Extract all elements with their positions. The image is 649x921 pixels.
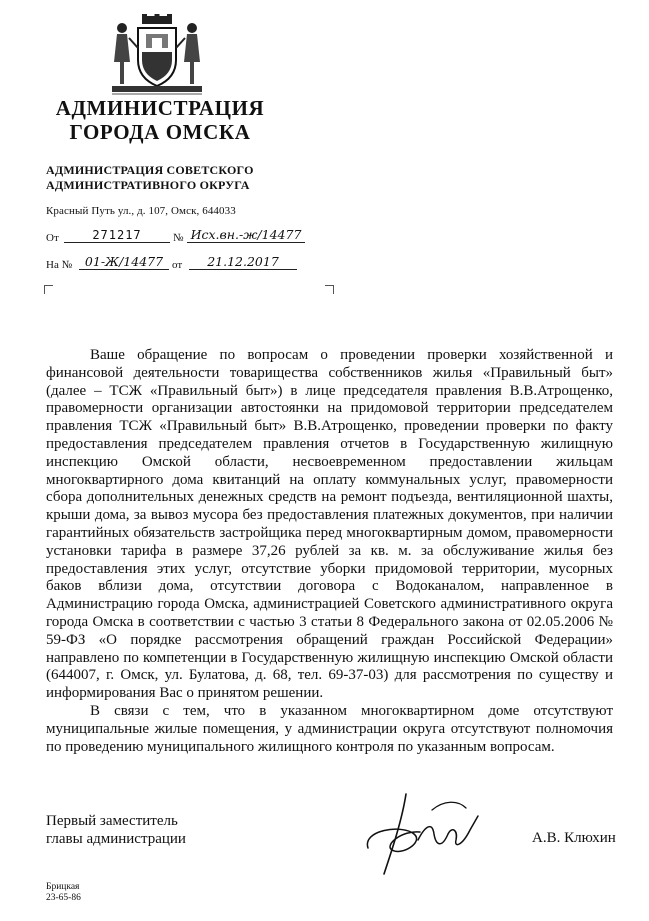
addressee-box-corner-left <box>44 285 53 294</box>
reply-date-field: 21.12.2017 <box>189 255 297 270</box>
addressee-box <box>44 285 334 311</box>
signer-title <box>46 812 226 848</box>
reply-to-label: На № <box>46 259 73 271</box>
organization-title <box>46 96 274 144</box>
letter-body <box>46 347 613 756</box>
sender-address: Красный Путь ул., д. 107, Омск, 644033 <box>46 205 236 217</box>
outgoing-number-field: Исх.вн.-ж/14477 <box>187 228 305 243</box>
addressee-box-corner-right <box>325 285 334 294</box>
reply-date-label: от <box>172 259 183 271</box>
coat-of-arms-icon <box>108 12 206 96</box>
body-paragraph-2: В связи с тем, что в указанном многоквартирном доме отсутствуют муниципальные жилые помещения, у администрации округа отсутствуют полномочия по проведению муниципального жилищного контроля по указанным вопросам. <box>46 702 613 755</box>
department-title <box>46 163 276 193</box>
organization-title-line2: ГОРОДА ОМСКА <box>69 120 251 144</box>
executor-phone: 23-65-86 <box>46 893 81 903</box>
organization-title-line1: АДМИНИСТРАЦИЯ <box>55 96 265 120</box>
outgoing-date-field: 271217 <box>64 228 170 243</box>
body-paragraph-1: Ваше обращение по вопросам о проведении проверки хозяйственной и финансовой деятельности товарищества собственников жилья «Правильный быт» (далее – ТСЖ «Правильный быт») в лице председателя правления В.В.Атрощенко, правомерности организации автостоянки на придомовой территории председателем правления ТСЖ «Правильный быт» В.В.Атрощенко, проведении проверки по факту предоставления председателем правления отчетов в Государственную жилищную инспекцию Омской области, несвоевременном предоставлении жильцам многоквартирного дома квитанций на оплату коммунальных услуг, правомерности сбора дополнительных денежных средств на ремонт подъезда, вентиляционной шахты, крыши дома, за вывоз мусора без предоставления платежных документов, при наличии гарантийных обязательств застройщика перед многоквартирным домом, правомерности установки тарифа в размере 37,26 рублей за кв. м. за обслуживание жилья без предоставления этих услуг, отсутствие уборки придомовой территории, мусорных баков вблизи дома, отсутствии договора с Водоканалом, направленное в Администрацию города Омска, администрацией Советского административного округа города Омска в соответствии с частью 3 статьи 8 Федерального закона от 02.05.2006 № 59-ФЗ «О порядке рассмотрения обращений граждан Российской Федерации» направлено по компетенции в Государственную жилищную инспекцию Омской области (644007, г. Омск, ул. Булатова, д. 68, тел. 69-37-03) для рассмотрения по существу и информирования Вас о принятом решении. <box>46 347 613 702</box>
executor-info <box>46 882 81 904</box>
reply-number-field: 01-Ж/14477 <box>79 255 169 270</box>
signer-title-line2: главы администрации <box>46 831 186 847</box>
signer-name: А.В. Клюхин <box>532 830 616 846</box>
signer-title-line1: Первый заместитель <box>46 813 178 829</box>
executor-name: Брицкая <box>46 882 80 892</box>
from-label: От <box>46 232 59 244</box>
signature-icon <box>362 790 482 880</box>
department-title-line2: АДМИНИСТРАТИВНОГО ОКРУГА <box>46 178 250 192</box>
department-title-line1: АДМИНИСТРАЦИЯ СОВЕТСКОГО <box>46 163 254 177</box>
number-label: № <box>173 232 184 244</box>
